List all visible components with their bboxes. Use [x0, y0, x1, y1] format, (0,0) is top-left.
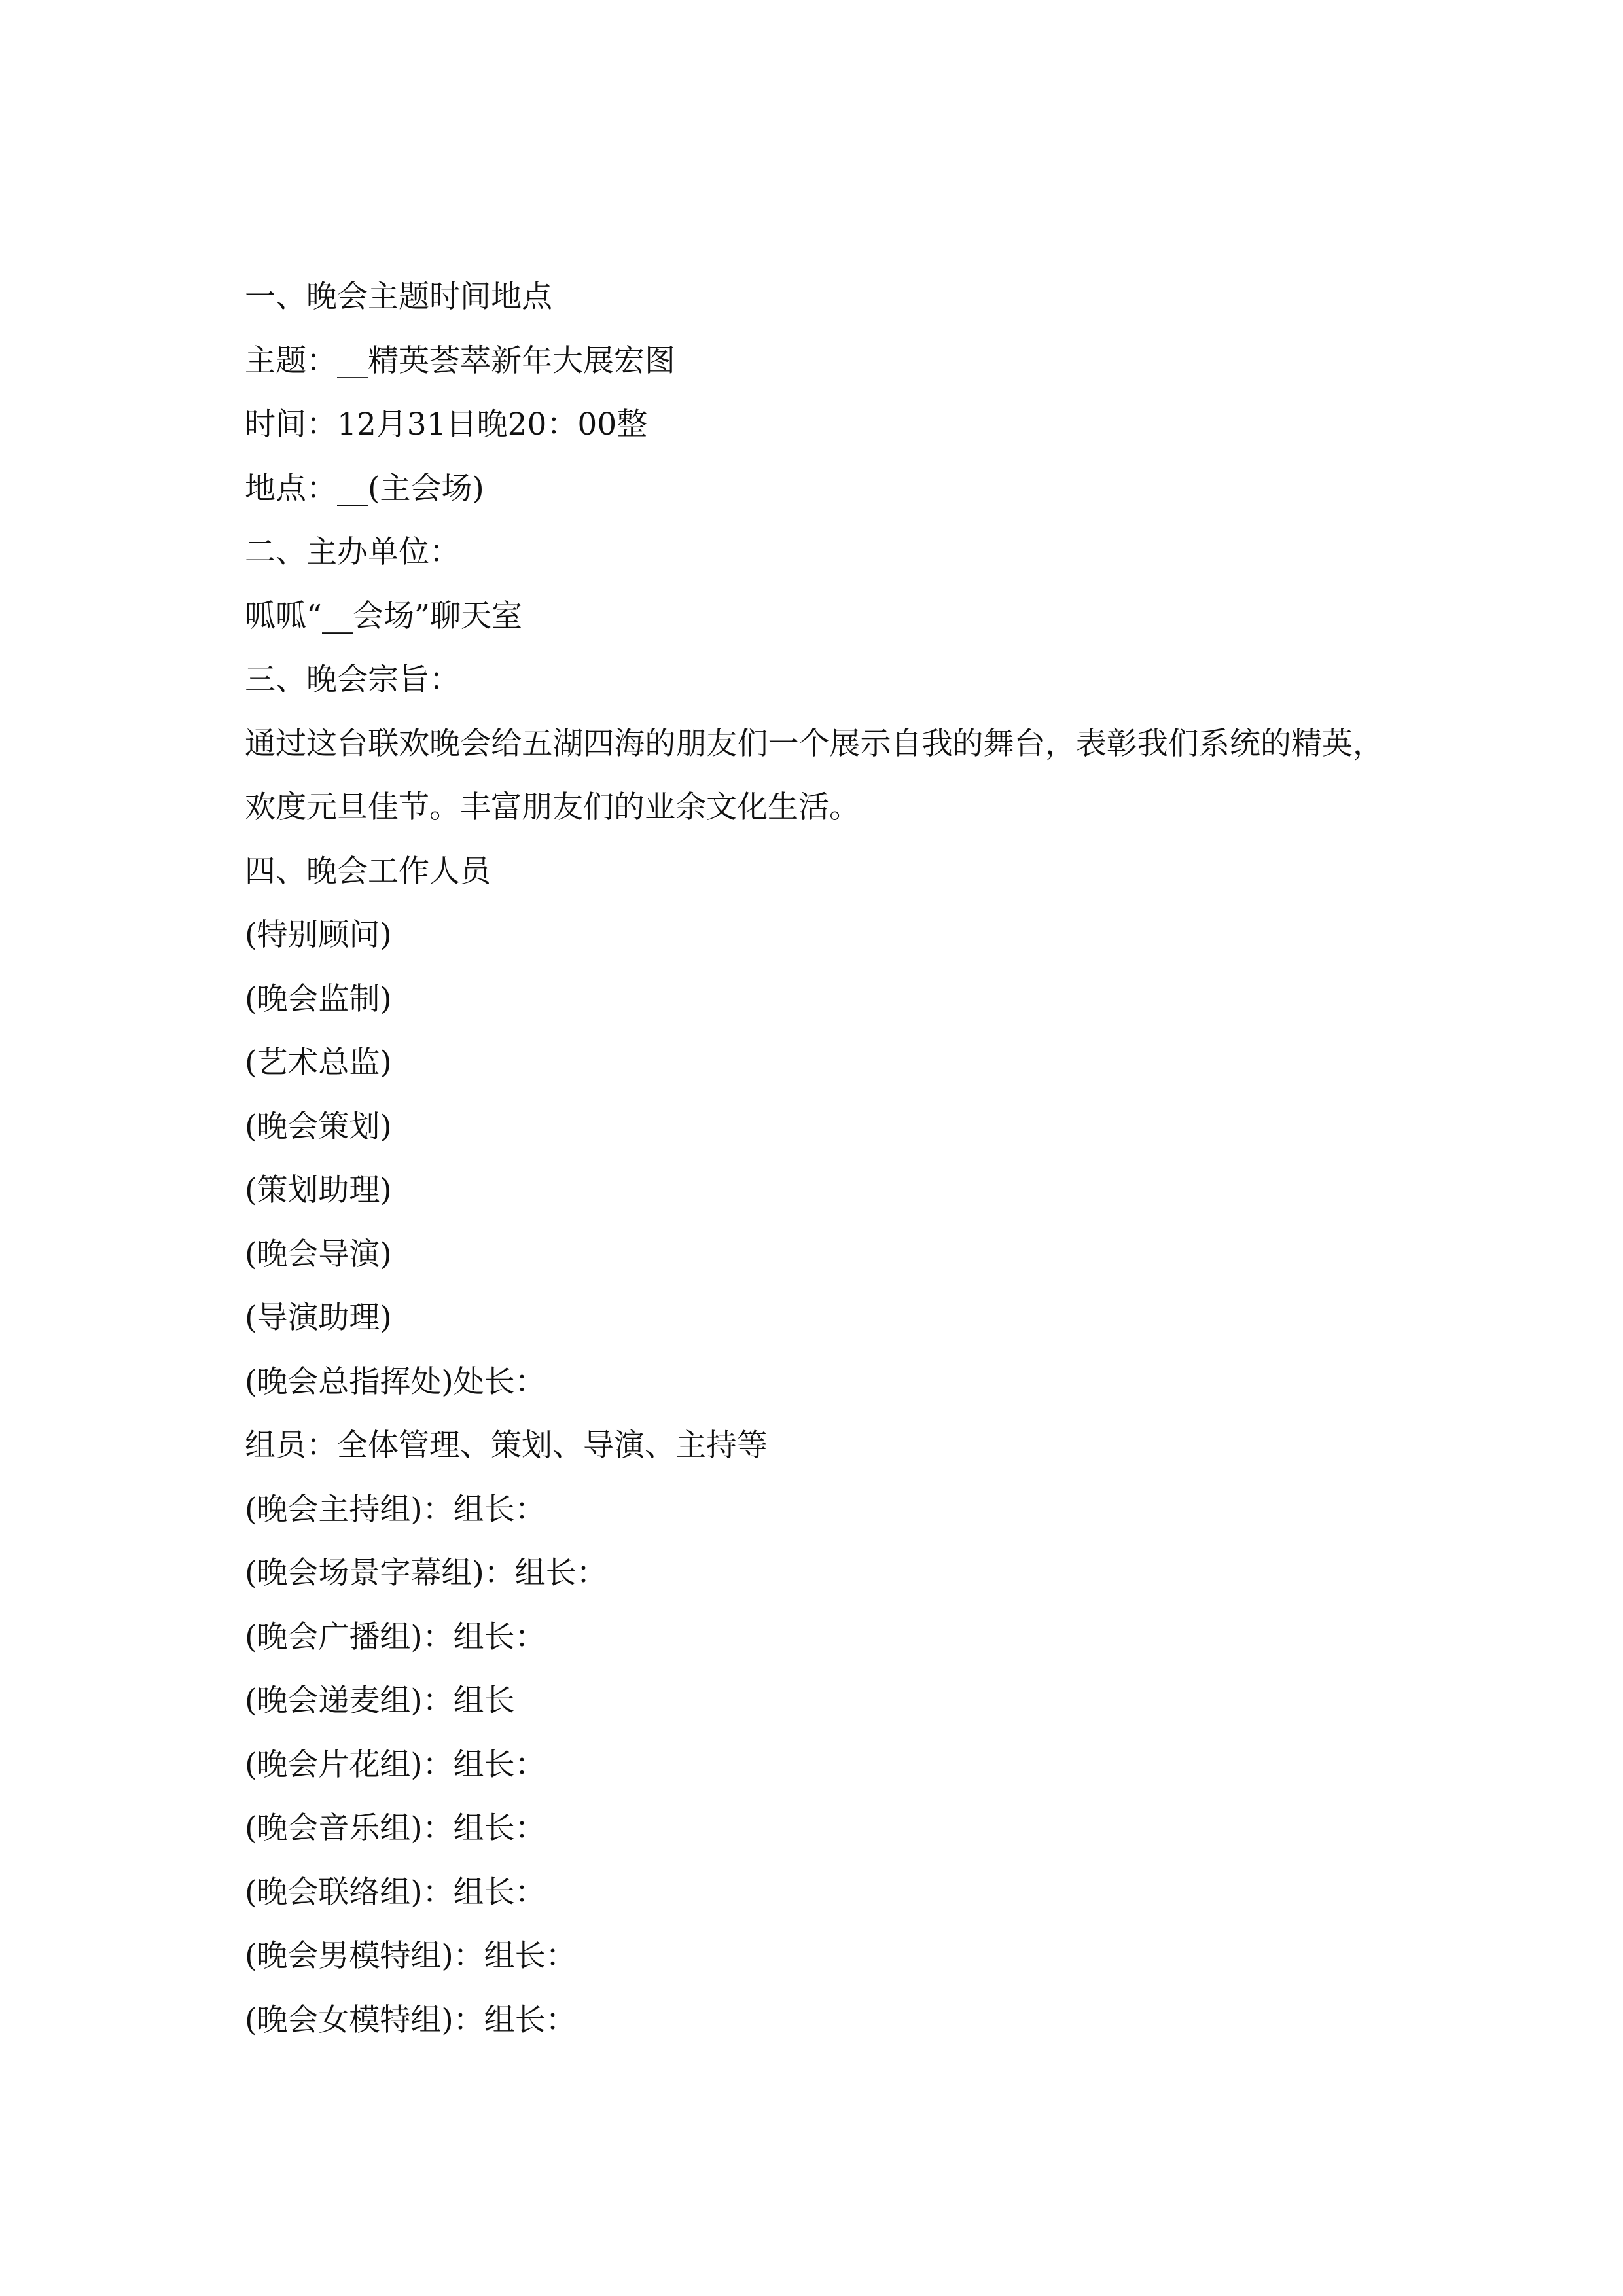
- section-heading-theme: 一、晚会主题时间地点: [245, 279, 552, 315]
- purpose-paragraph: 通过这台联欢晚会给五湖四海的朋友们一个展示自我的舞台，表彰我们系统的精英，欢度元旦佳节。丰富朋友们的业余文化生活。: [245, 725, 1383, 825]
- staff-special-advisor: (特别顾问): [245, 917, 392, 953]
- staff-director-assistant: (导演助理): [245, 1300, 392, 1336]
- staff-planning-assistant: (策划助理): [245, 1172, 392, 1208]
- staff-supervisor: (晚会监制): [245, 980, 392, 1017]
- section-heading-organizer: 二、主办单位：: [245, 534, 460, 570]
- group-clips: (晚会片花组)：组长：: [245, 1746, 546, 1783]
- staff-director: (晚会导演): [245, 1236, 392, 1272]
- group-music: (晚会音乐组)：组长：: [245, 1810, 546, 1846]
- staff-members: 组员：全体管理、策划、导演、主持等: [245, 1427, 768, 1463]
- staff-art-director: (艺术总监): [245, 1045, 392, 1081]
- group-male-models: (晚会男模特组)：组长：: [245, 1938, 577, 1974]
- section-heading-purpose: 三、晚会宗旨：: [245, 662, 460, 698]
- location-line: 地点：__(主会场): [245, 470, 484, 507]
- staff-planner: (晚会策划): [245, 1108, 392, 1145]
- time-line: 时间：12月31日晚20：00整: [245, 406, 648, 442]
- group-liaison: (晚会联络组)：组长：: [245, 1874, 546, 1910]
- section-heading-staff: 四、晚会工作人员: [245, 853, 491, 889]
- group-scene-subtitles: (晚会场景字幕组)：组长：: [245, 1555, 607, 1591]
- theme-line: 主题：__精英荟萃新年大展宏图: [245, 342, 675, 379]
- organizer-line: 呱呱“__会场”聊天室: [245, 598, 523, 634]
- group-hosts: (晚会主持组)：组长：: [245, 1491, 546, 1528]
- group-female-models: (晚会女模特组)：组长：: [245, 2001, 577, 2038]
- staff-command-office: (晚会总指挥处)处长：: [245, 1363, 546, 1400]
- group-broadcast: (晚会广播组)：组长：: [245, 1619, 546, 1655]
- group-microphone: (晚会递麦组)：组长: [245, 1683, 515, 1719]
